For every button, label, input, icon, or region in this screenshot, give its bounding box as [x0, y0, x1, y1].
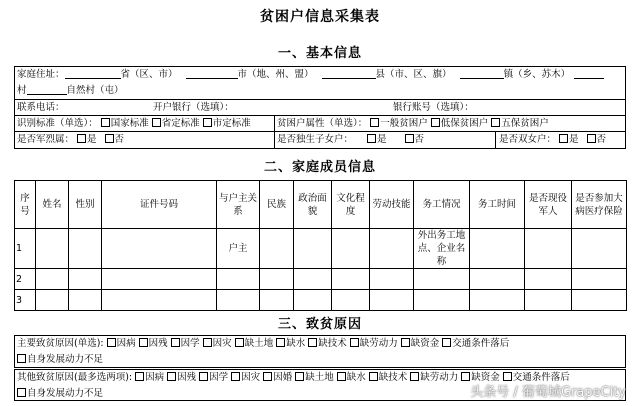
option-label: 市定标准 [212, 118, 251, 129]
address-label: 家庭住址： [17, 69, 65, 80]
reason-option-label: 缺水 [286, 338, 306, 349]
checkbox-reason-option[interactable] [139, 338, 148, 347]
reason-option-label: 因婚 [273, 372, 293, 383]
reason-option-label: 因学 [209, 372, 229, 383]
cell-ethnicity[interactable] [260, 290, 294, 311]
checkbox-two-no[interactable] [587, 134, 596, 143]
reason-option-label: 缺劳动力 [420, 372, 459, 383]
county-label: 县（市、区、旗） [375, 69, 452, 80]
checkbox-reason-option[interactable] [135, 372, 144, 381]
reason-option-label: 缺技术 [378, 372, 408, 383]
attribute-label: 贫困户属性（单选）： [277, 118, 368, 129]
table-row [15, 229, 627, 269]
checkbox-reason-option[interactable] [410, 372, 419, 381]
province-field[interactable] [65, 67, 121, 79]
col-header: 务工情况 [414, 181, 470, 229]
reason-option-label: 缺水 [346, 372, 366, 383]
cell-military[interactable] [525, 269, 572, 290]
checkbox-reason-option[interactable] [276, 338, 285, 347]
province-label: 省（区、市） [120, 69, 178, 80]
section-title-family: 二、家庭成员信息 [263, 160, 376, 175]
main-reason-box [14, 335, 626, 368]
checkbox-standard-province[interactable] [152, 118, 161, 127]
cell-id[interactable] [102, 290, 217, 311]
cell-skills[interactable] [370, 229, 414, 269]
basic-info-box [14, 66, 626, 149]
option-label: 低保贫困户 [440, 118, 489, 129]
row-number: 1 [15, 229, 36, 269]
address-row [15, 67, 625, 100]
option-label: 省定标准 [161, 118, 200, 129]
cell-education[interactable] [332, 229, 370, 269]
cell-political[interactable] [294, 229, 332, 269]
cell-military[interactable] [525, 290, 572, 311]
checkbox-reason-option[interactable] [337, 372, 346, 381]
cell-political[interactable] [294, 269, 332, 290]
checkbox-reason-option[interactable] [199, 372, 208, 381]
cell-work[interactable] [414, 269, 470, 290]
reason-option-label: 缺技术 [318, 338, 347, 349]
cell-insurance[interactable] [572, 229, 627, 269]
cell-work[interactable] [414, 290, 470, 311]
checkbox-reason-option[interactable] [308, 338, 317, 347]
option-label: 是 [377, 134, 387, 145]
cell-military[interactable] [525, 229, 572, 269]
reason-option-label: 自身发展动力不足 [27, 354, 104, 365]
cell-gender[interactable] [69, 290, 102, 311]
county-field[interactable] [322, 67, 376, 79]
city-field[interactable] [186, 67, 238, 79]
option-label: 一般贫困户 [380, 118, 428, 129]
option-label: 否 [114, 134, 125, 145]
divider [274, 132, 275, 148]
reason-option-label: 缺劳动力 [359, 338, 398, 349]
cell-insurance[interactable] [572, 290, 627, 311]
divider [274, 116, 275, 131]
military-label: 是否军烈属： [17, 134, 75, 145]
cell-work-time[interactable] [470, 229, 525, 269]
account-label: 银行账号（选填）： [393, 102, 474, 113]
standard-row [15, 116, 625, 132]
status-row [15, 132, 625, 148]
checkbox-reason-option[interactable] [17, 388, 26, 397]
cell-gender[interactable] [69, 229, 102, 269]
table-row [15, 269, 627, 290]
cell-relation[interactable] [217, 269, 260, 290]
main-reason-line [15, 336, 625, 352]
reason-option-label: 因灾 [241, 372, 261, 383]
cell-work-time[interactable] [470, 269, 525, 290]
checkbox-reason-option[interactable] [235, 338, 244, 347]
checkbox-reason-option[interactable] [369, 372, 378, 381]
other-reason-label: 其他致贫原因(最多选两项): [17, 372, 133, 383]
col-header: 序号 [15, 181, 36, 229]
single-daughter-label: 是否独生子女户： [277, 134, 354, 145]
col-header: 务工时间 [470, 181, 525, 229]
checkbox-reason-option[interactable] [401, 338, 410, 347]
town-field[interactable] [460, 67, 504, 79]
single-daughter-group [277, 132, 424, 148]
checkbox-reason-option[interactable] [350, 338, 359, 347]
checkbox-attr-dibao[interactable] [431, 118, 440, 127]
main-line-cont [15, 352, 625, 368]
cell-name[interactable] [36, 269, 69, 290]
checkbox-reason-option[interactable] [263, 372, 272, 381]
col-header: 性别 [69, 181, 102, 229]
reason-option-label: 交通条件落后 [452, 338, 510, 349]
reason-option-label: 因残 [148, 338, 168, 349]
checkbox-reason-option[interactable] [203, 338, 212, 347]
watermark-logo: 头条号 / 葡萄城GrapeCity [470, 385, 626, 400]
checkbox-reason-option[interactable] [167, 372, 176, 381]
standard-label: 识别标准（单选）： [17, 118, 98, 129]
col-header: 民族 [260, 181, 294, 229]
reason-option-label: 缺资金 [410, 338, 440, 349]
attribute-group [277, 116, 549, 132]
cell-id[interactable] [102, 229, 217, 269]
col-header: 文化程度 [332, 181, 370, 229]
cell-work[interactable]: 外出务工地点、企业名称 [414, 229, 470, 269]
option-label: 国家标准 [110, 118, 149, 129]
reason-option-label: 因学 [180, 338, 200, 349]
col-header: 政治面貌 [294, 181, 332, 229]
cell-skills[interactable] [370, 269, 414, 290]
checkbox-reason-option[interactable] [171, 338, 180, 347]
village-label: 村 [17, 85, 27, 96]
col-header: 姓名 [36, 181, 69, 229]
group-field[interactable] [27, 83, 67, 95]
checkbox-standard-city[interactable] [203, 118, 212, 127]
cell-relation[interactable] [217, 290, 260, 311]
checkbox-reason-option[interactable] [295, 372, 304, 381]
table-row [15, 290, 627, 311]
option-label: 是 [569, 134, 579, 145]
cell-skills[interactable] [370, 290, 414, 311]
section-title-reason: 三、致贫原因 [277, 317, 362, 332]
reason-option-label: 缺土地 [244, 338, 274, 349]
checkbox-two-yes[interactable] [559, 134, 568, 143]
checkbox-reason-option[interactable] [461, 372, 470, 381]
checkbox-standard-national[interactable] [101, 118, 110, 127]
reason-option-label: 因病 [116, 338, 136, 349]
checkbox-military-yes[interactable] [77, 134, 86, 143]
reason-option-label: 交通条件落后 [512, 372, 570, 383]
cell-relation[interactable]: 户主 [217, 229, 260, 269]
row-number: 2 [15, 269, 36, 290]
option-label: 否 [596, 134, 607, 145]
checkbox-single-no[interactable] [405, 134, 414, 143]
col-header: 劳动技能 [370, 181, 414, 229]
checkbox-military-no[interactable] [105, 134, 114, 143]
cell-gender[interactable] [69, 269, 102, 290]
col-header: 证件号码 [102, 181, 217, 229]
village-field-a[interactable] [574, 67, 604, 79]
town-label: 镇（乡、苏木） [503, 69, 571, 80]
phone-label: 联系电话： [17, 102, 65, 113]
reason-option-label: 自身发展动力不足 [27, 388, 104, 399]
cell-name[interactable] [36, 229, 69, 269]
checkbox-attr-general[interactable] [370, 118, 379, 127]
cell-id[interactable] [102, 269, 217, 290]
checkbox-reason-option[interactable] [107, 338, 116, 347]
col-header: 与户主关系 [217, 181, 260, 229]
cell-insurance[interactable] [572, 269, 627, 290]
checkbox-single-yes[interactable] [367, 134, 376, 143]
two-daughters-group [499, 132, 606, 148]
checkbox-reason-option[interactable] [503, 372, 512, 381]
row-number: 3 [15, 290, 36, 311]
members-table [14, 180, 627, 311]
cell-education[interactable] [332, 269, 370, 290]
cell-ethnicity[interactable] [260, 269, 294, 290]
group-label: 自然村（屯） [66, 85, 124, 96]
page-title: 贫困户信息采集表 [260, 9, 380, 25]
divider [495, 132, 496, 148]
reason-option-label: 缺资金 [471, 372, 500, 383]
main-reason-label: 主要致贫原因(单选): [17, 338, 104, 349]
option-label: 五保贫困户 [501, 118, 549, 129]
checkbox-reason-option[interactable] [17, 354, 26, 363]
cell-education[interactable] [332, 290, 370, 311]
section-title-basic: 一、基本信息 [277, 46, 362, 61]
col-header: 是否参加大病医疗保险 [572, 181, 627, 229]
two-daughters-label: 是否双女户： [499, 134, 557, 145]
option-label: 否 [414, 134, 425, 145]
cell-name[interactable] [36, 290, 69, 311]
option-label: 是 [87, 134, 97, 145]
contact-row [15, 100, 625, 116]
col-header: 是否现役军人 [525, 181, 572, 229]
cell-political[interactable] [294, 290, 332, 311]
checkbox-reason-option[interactable] [231, 372, 240, 381]
bank-label: 开户银行（选填）： [153, 102, 234, 113]
reason-option-label: 因病 [145, 372, 165, 383]
reason-option-label: 因残 [177, 372, 197, 383]
reason-option-label: 因灾 [212, 338, 232, 349]
checkbox-reason-option[interactable] [442, 338, 451, 347]
city-label: 市（地、州、盟） [237, 69, 314, 80]
cell-work-time[interactable] [470, 290, 525, 311]
table-header-row [15, 181, 627, 229]
cell-ethnicity[interactable] [260, 229, 294, 269]
checkbox-attr-wubao[interactable] [491, 118, 500, 127]
reason-option-label: 缺土地 [305, 372, 334, 383]
